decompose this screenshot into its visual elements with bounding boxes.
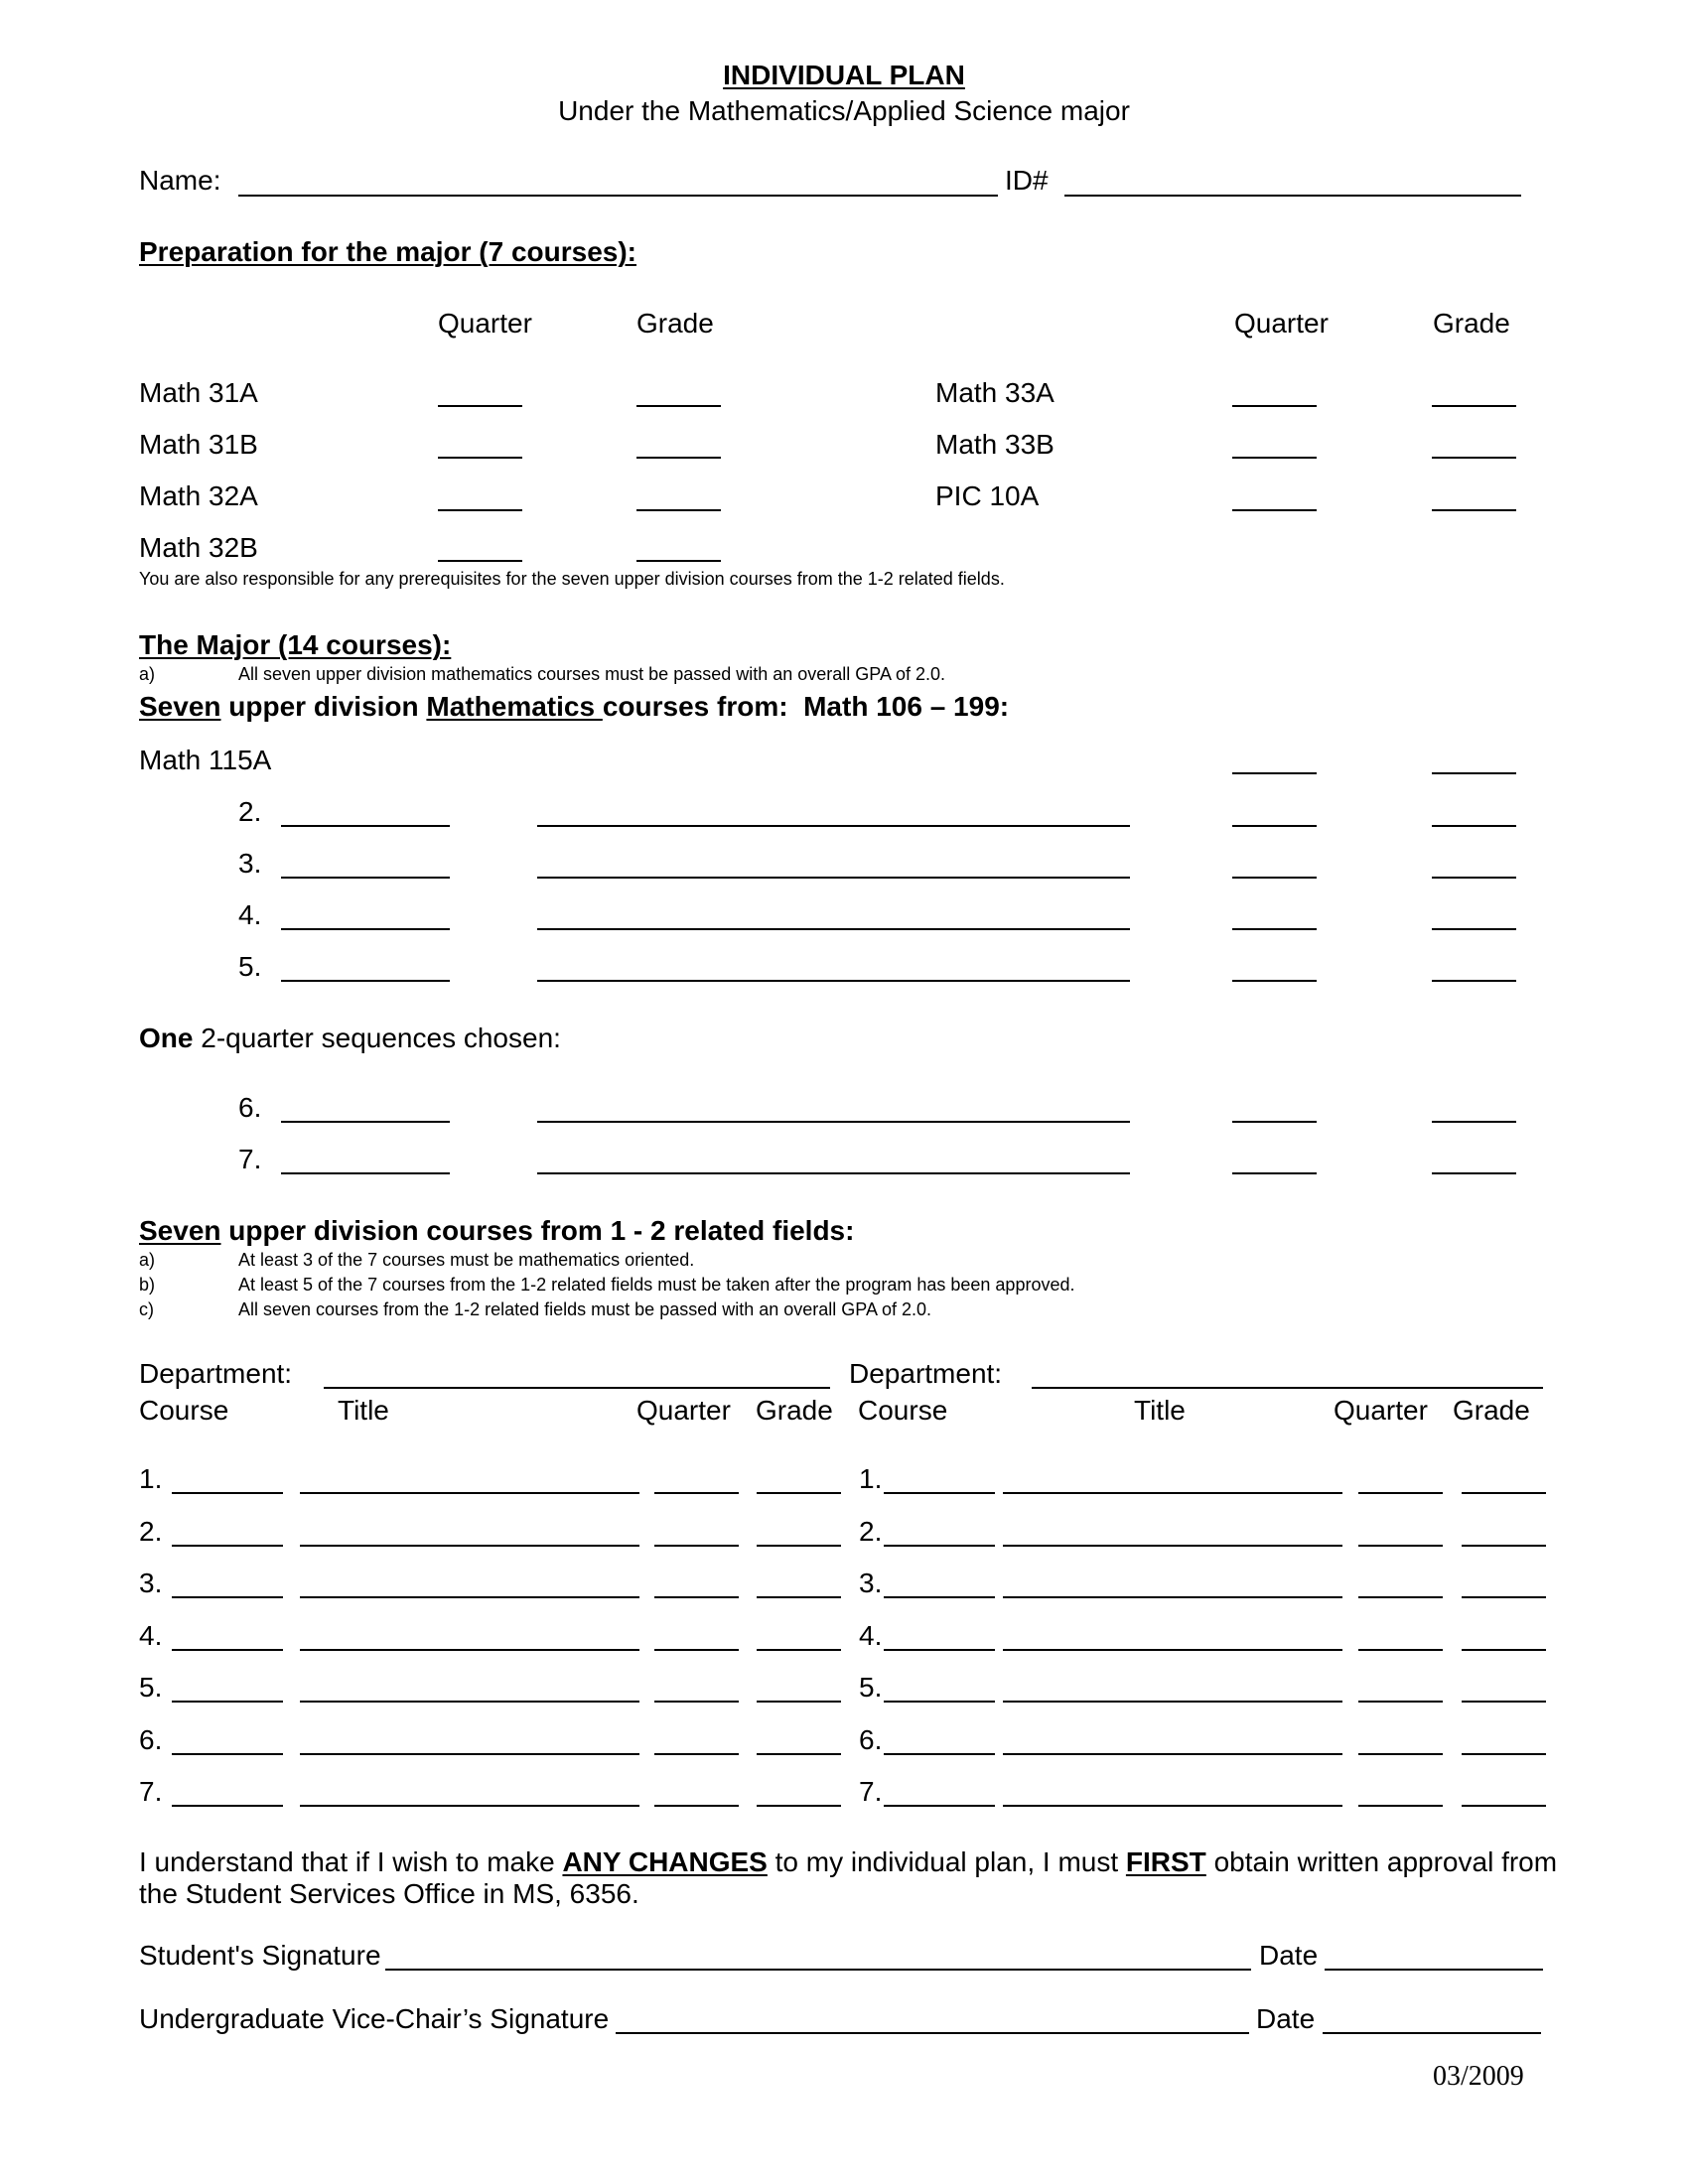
quarter-field[interactable] xyxy=(654,1492,739,1494)
course-field[interactable] xyxy=(172,1545,283,1547)
row-number: 6. xyxy=(238,1092,262,1123)
agreement-text: I understand that if I wish to make xyxy=(139,1846,563,1877)
grade-field[interactable] xyxy=(1462,1545,1546,1547)
vice-chair-signature-field[interactable] xyxy=(616,2032,1249,2034)
note-marker: a) xyxy=(139,1250,156,1270)
quarter-field[interactable] xyxy=(1358,1649,1443,1651)
note-marker: b) xyxy=(139,1275,156,1295)
grade-field[interactable] xyxy=(1432,457,1516,459)
course-field[interactable] xyxy=(884,1545,995,1547)
prep-course-left: Math 31B xyxy=(139,429,258,460)
grade-field[interactable] xyxy=(1432,405,1516,407)
course-field[interactable] xyxy=(172,1805,283,1807)
row-number: 4. xyxy=(139,1619,163,1651)
quarter-field[interactable] xyxy=(438,509,522,511)
quarter-field[interactable] xyxy=(1232,457,1317,459)
quarter-field[interactable] xyxy=(1232,405,1317,407)
row-number: 1. xyxy=(859,1463,883,1494)
course-field[interactable] xyxy=(281,980,450,982)
row-number: 7. xyxy=(139,1776,163,1807)
quarter-field[interactable] xyxy=(1232,1172,1317,1174)
vice-chair-signature-label: Undergraduate Vice-Chair’s Signature xyxy=(139,2003,610,2034)
grade-field[interactable] xyxy=(757,1753,841,1755)
student-date-label: Date xyxy=(1259,1940,1319,1971)
quarter-field[interactable] xyxy=(438,560,522,562)
quarter-field[interactable] xyxy=(1358,1545,1443,1547)
sequence-heading xyxy=(139,1024,561,1052)
col-grade-right: Grade xyxy=(1453,1395,1530,1426)
grade-field[interactable] xyxy=(1432,509,1516,511)
col-course-left: Course xyxy=(139,1395,229,1426)
course-field[interactable] xyxy=(884,1492,995,1494)
grade-field[interactable] xyxy=(1462,1492,1546,1494)
quarter-field[interactable] xyxy=(1232,928,1317,930)
prep-course-right: Math 33B xyxy=(935,429,1055,460)
id-field[interactable] xyxy=(1064,195,1521,197)
course-field[interactable] xyxy=(884,1753,995,1755)
prep-course-left: Math 32B xyxy=(139,532,258,563)
course-field[interactable] xyxy=(884,1805,995,1807)
related-heading xyxy=(139,1217,854,1245)
title-field[interactable] xyxy=(300,1701,639,1703)
first-course: Math 115A xyxy=(139,745,272,775)
major-note: All seven upper division mathematics courses must be passed with an overall GPA of 2.0. xyxy=(238,664,946,684)
quarter-field[interactable] xyxy=(1358,1492,1443,1494)
name-field[interactable] xyxy=(238,195,998,197)
row-number: 2. xyxy=(139,1515,163,1547)
col-quarter-right: Quarter xyxy=(1334,1395,1428,1426)
prep-course-left: Math 31A xyxy=(139,377,258,408)
grade-field[interactable] xyxy=(1462,1805,1546,1807)
grade-field[interactable] xyxy=(636,457,721,459)
id-label: ID# xyxy=(1005,165,1049,196)
title-field[interactable] xyxy=(300,1545,639,1547)
mathematics-word: Mathematics xyxy=(426,691,603,722)
note-marker: a) xyxy=(139,664,156,684)
department-label-left: Department: xyxy=(139,1358,293,1389)
grade-field[interactable] xyxy=(1432,772,1516,774)
agreement-line-2: the Student Services Office in MS, 6356. xyxy=(139,1878,639,1909)
student-signature-field[interactable] xyxy=(385,1969,1251,1971)
row-number: 5. xyxy=(238,951,262,982)
quarter-field[interactable] xyxy=(1232,1121,1317,1123)
course-field[interactable] xyxy=(281,1121,450,1123)
first-emphasis: FIRST xyxy=(1125,1846,1206,1877)
title-field[interactable] xyxy=(300,1649,639,1651)
quarter-field[interactable] xyxy=(654,1701,739,1703)
grade-field[interactable] xyxy=(1432,877,1516,879)
quarter-field[interactable] xyxy=(1232,825,1317,827)
seven-word: Seven xyxy=(139,691,221,722)
student-date-field[interactable] xyxy=(1325,1969,1543,1971)
grade-field[interactable] xyxy=(757,1596,841,1598)
row-number: 7. xyxy=(859,1776,883,1807)
quarter-field[interactable] xyxy=(654,1596,739,1598)
quarter-field[interactable] xyxy=(654,1753,739,1755)
course-field[interactable] xyxy=(884,1649,995,1651)
row-number: 1. xyxy=(139,1463,163,1494)
row-number: 7. xyxy=(238,1144,262,1174)
grade-field[interactable] xyxy=(757,1545,841,1547)
prep-course-right: PIC 10A xyxy=(935,480,1040,511)
department-label-right: Department: xyxy=(849,1358,1003,1389)
course-field[interactable] xyxy=(172,1753,283,1755)
grade-field[interactable] xyxy=(757,1701,841,1703)
title-field[interactable] xyxy=(537,928,1130,930)
title-field[interactable] xyxy=(300,1596,639,1598)
row-number: 2. xyxy=(859,1515,883,1547)
seven-math-heading xyxy=(139,693,1009,721)
title-field[interactable] xyxy=(1003,1805,1342,1807)
seven-mid: upper division xyxy=(220,691,427,722)
title-field[interactable] xyxy=(300,1753,639,1755)
quarter-field[interactable] xyxy=(438,405,522,407)
course-field[interactable] xyxy=(172,1701,283,1703)
title-field[interactable] xyxy=(1003,1596,1342,1598)
course-field[interactable] xyxy=(281,825,450,827)
prep-col-grade-left: Grade xyxy=(636,308,714,339)
row-number: 5. xyxy=(859,1672,883,1703)
grade-field[interactable] xyxy=(1462,1596,1546,1598)
note-marker: c) xyxy=(139,1299,154,1319)
course-field[interactable] xyxy=(172,1649,283,1651)
row-number: 5. xyxy=(139,1672,163,1703)
agreement-text: to my individual plan, I must xyxy=(767,1846,1126,1877)
quarter-field[interactable] xyxy=(1358,1701,1443,1703)
title-field[interactable] xyxy=(537,877,1130,879)
quarter-field[interactable] xyxy=(654,1805,739,1807)
prep-col-quarter-right: Quarter xyxy=(1234,308,1329,339)
related-seven-word: Seven xyxy=(139,1215,221,1246)
grade-field[interactable] xyxy=(1462,1753,1546,1755)
sequence-bold: One xyxy=(139,1023,194,1053)
prep-note: You are also responsible for any prerequisites for the seven upper division courses from the 1-2 related fields. xyxy=(139,569,1005,589)
grade-field[interactable] xyxy=(1462,1649,1546,1651)
col-title-right: Title xyxy=(1134,1395,1186,1426)
row-number: 4. xyxy=(238,899,262,930)
course-field[interactable] xyxy=(884,1701,995,1703)
title-field[interactable] xyxy=(1003,1492,1342,1494)
prep-course-left: Math 32A xyxy=(139,480,258,511)
title-field[interactable] xyxy=(537,825,1130,827)
quarter-field[interactable] xyxy=(1358,1805,1443,1807)
related-heading-rest: upper division courses from 1 - 2 related fields: xyxy=(220,1215,855,1246)
quarter-field[interactable] xyxy=(1358,1753,1443,1755)
row-number: 3. xyxy=(238,848,262,879)
title-field[interactable] xyxy=(537,1121,1130,1123)
grade-field[interactable] xyxy=(757,1492,841,1494)
department-field-left[interactable] xyxy=(324,1387,830,1389)
title-field[interactable] xyxy=(1003,1753,1342,1755)
seven-tail: courses from: Math 106 – 199: xyxy=(602,691,1010,722)
prep-col-quarter-left: Quarter xyxy=(438,308,532,339)
title-field[interactable] xyxy=(1003,1649,1342,1651)
course-field[interactable] xyxy=(281,1172,450,1174)
page-title: INDIVIDUAL PLAN xyxy=(723,60,965,90)
quarter-field[interactable] xyxy=(1232,772,1317,774)
course-field[interactable] xyxy=(884,1596,995,1598)
title-field[interactable] xyxy=(1003,1545,1342,1547)
prep-heading: Preparation for the major (7 courses): xyxy=(139,236,637,267)
grade-field[interactable] xyxy=(1432,1121,1516,1123)
name-label: Name: xyxy=(139,165,221,196)
row-number: 2. xyxy=(238,796,262,827)
grade-field[interactable] xyxy=(1462,1701,1546,1703)
title-field[interactable] xyxy=(537,980,1130,982)
department-field-right[interactable] xyxy=(1032,1387,1543,1389)
col-grade-left: Grade xyxy=(756,1395,833,1426)
grade-field[interactable] xyxy=(636,509,721,511)
page-subtitle: Under the Mathematics/Applied Science major xyxy=(558,95,1130,126)
prep-col-grade-right: Grade xyxy=(1433,308,1510,339)
row-number: 6. xyxy=(859,1723,883,1755)
revision-date: 03/2009 xyxy=(1433,2061,1524,2092)
any-changes-emphasis: ANY CHANGES xyxy=(562,1846,768,1877)
quarter-field[interactable] xyxy=(654,1545,739,1547)
grade-field[interactable] xyxy=(1432,825,1516,827)
sequence-text: 2-quarter sequences chosen: xyxy=(193,1023,561,1053)
quarter-field[interactable] xyxy=(1358,1596,1443,1598)
grade-field[interactable] xyxy=(757,1649,841,1651)
vice-chair-date-label: Date xyxy=(1256,2003,1316,2034)
grade-field[interactable] xyxy=(757,1805,841,1807)
quarter-field[interactable] xyxy=(1232,980,1317,982)
grade-field[interactable] xyxy=(1432,980,1516,982)
course-field[interactable] xyxy=(281,928,450,930)
quarter-field[interactable] xyxy=(654,1649,739,1651)
row-number: 6. xyxy=(139,1723,163,1755)
row-number: 3. xyxy=(859,1568,883,1598)
agreement-line-1 xyxy=(139,1848,1557,1876)
quarter-field[interactable] xyxy=(1232,877,1317,879)
row-number: 4. xyxy=(859,1619,883,1651)
course-field[interactable] xyxy=(172,1596,283,1598)
col-title-left: Title xyxy=(338,1395,389,1426)
col-quarter-left: Quarter xyxy=(636,1395,731,1426)
prep-course-right: Math 33A xyxy=(935,377,1055,408)
title-field[interactable] xyxy=(1003,1701,1342,1703)
title-field[interactable] xyxy=(300,1805,639,1807)
related-note: All seven courses from the 1-2 related fields must be passed with an overall GPA of 2.0. xyxy=(238,1299,932,1319)
title-field[interactable] xyxy=(537,1172,1130,1174)
row-number: 3. xyxy=(139,1568,163,1598)
grade-field[interactable] xyxy=(636,560,721,562)
grade-field[interactable] xyxy=(1432,1172,1516,1174)
quarter-field[interactable] xyxy=(438,457,522,459)
student-signature-label: Student's Signature xyxy=(139,1940,381,1971)
major-heading: The Major (14 courses): xyxy=(139,629,452,660)
agreement-text: obtain written approval from xyxy=(1205,1846,1558,1877)
course-field[interactable] xyxy=(281,877,450,879)
related-note: At least 5 of the 7 courses from the 1-2 related fields must be taken after the program has been approved. xyxy=(238,1275,1075,1295)
grade-field[interactable] xyxy=(636,405,721,407)
course-field[interactable] xyxy=(172,1492,283,1494)
quarter-field[interactable] xyxy=(1232,509,1317,511)
grade-field[interactable] xyxy=(1432,928,1516,930)
col-course-right: Course xyxy=(858,1395,948,1426)
title-field[interactable] xyxy=(300,1492,639,1494)
vice-chair-date-field[interactable] xyxy=(1323,2032,1541,2034)
related-note: At least 3 of the 7 courses must be mathematics oriented. xyxy=(238,1250,695,1270)
